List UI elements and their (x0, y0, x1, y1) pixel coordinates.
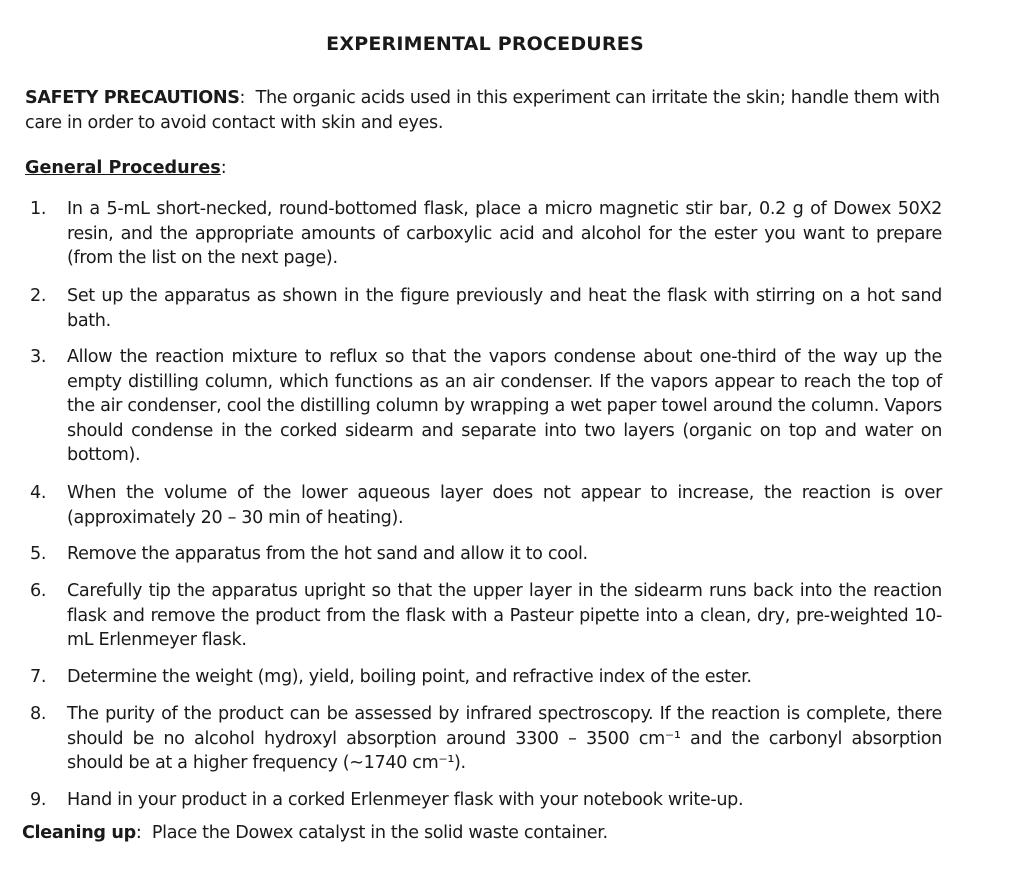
step-text: Determine the weight (mg), yield, boiling point, and refractive index of the ester. (67, 667, 752, 687)
procedure-step (30, 665, 942, 690)
step-text: Allow the reaction mixture to reflux so that the vapors condense about one-third of the way up the empty distilling column, which functions as an air condenser. If the vapors appear to reach the top of the air condenser, cool the distilling column by wrapping a wet paper towel around the column. Vapors should condense in the corked sidearm and separate into two layers (organic on top and water on bottom). (67, 347, 942, 465)
step-number: 8. (30, 704, 47, 724)
procedure-step (30, 788, 942, 813)
step-text: Carefully tip the apparatus upright so that the upper layer in the sidearm runs back into the reaction flask and remove the product from the flask with a Pasteur pipette into a clean, dry, pre-weighted 10-mL Erlenmeyer flask. (67, 581, 942, 650)
safety-text: The organic acids used in this experiment can irritate the skin; handle them with care in order to avoid contact with skin and eyes. (25, 88, 940, 133)
cleanup-label: Cleaning up (22, 823, 136, 843)
general-procedures-label: General Procedures (25, 158, 221, 178)
procedure-step (30, 481, 942, 530)
step-number: 9. (30, 790, 47, 810)
procedure-step (30, 197, 942, 271)
general-procedures-colon: : (220, 158, 227, 178)
page-title: EXPERIMENTAL PROCEDURES (326, 33, 644, 55)
step-text: When the volume of the lower aqueous layer does not appear to increase, the reaction is over (approximately 20 – 30 min of heating). (67, 483, 942, 528)
step-number: 5. (30, 544, 47, 564)
cleanup-separator: : (135, 823, 142, 843)
step-text: The purity of the product can be assessed by infrared spectroscopy. If the reaction is complete, there should be no alcohol hydroxyl absorption around 3300 – 3500 cm⁻¹ and the carbonyl absorption should be at a higher frequency (~1740 cm⁻¹). (67, 704, 942, 773)
step-text: Set up the apparatus as shown in the figure previously and heat the flask with stirring on a hot sand bath. (67, 286, 942, 331)
step-text: Hand in your product in a corked Erlenmeyer flask with your notebook write-up. (67, 790, 744, 810)
cleaning-up (22, 821, 952, 846)
procedure-step (30, 579, 942, 653)
step-number: 2. (30, 286, 47, 306)
safety-separator: : (239, 88, 246, 108)
step-text: Remove the apparatus from the hot sand and allow it to cool. (67, 544, 588, 564)
procedure-step (30, 542, 942, 567)
step-number: 7. (30, 667, 47, 687)
step-text: In a 5-mL short-necked, round-bottomed flask, place a micro magnetic stir bar, 0.2 g of Dowex 50X2 resin, and the appropriate amounts of carboxylic acid and alcohol for the ester you want to prepare (from the list on the next page). (67, 199, 942, 268)
procedure-step (30, 702, 942, 776)
step-number: 4. (30, 483, 47, 503)
step-number: 1. (30, 199, 47, 219)
procedure-step (30, 345, 942, 468)
safety-precautions (25, 86, 950, 135)
procedure-step (30, 284, 942, 333)
general-procedures-heading (25, 158, 227, 178)
safety-label: SAFETY PRECAUTIONS (25, 88, 240, 108)
step-number: 6. (30, 581, 47, 601)
step-number: 3. (30, 347, 47, 367)
cleanup-text: Place the Dowex catalyst in the solid waste container. (151, 823, 608, 843)
